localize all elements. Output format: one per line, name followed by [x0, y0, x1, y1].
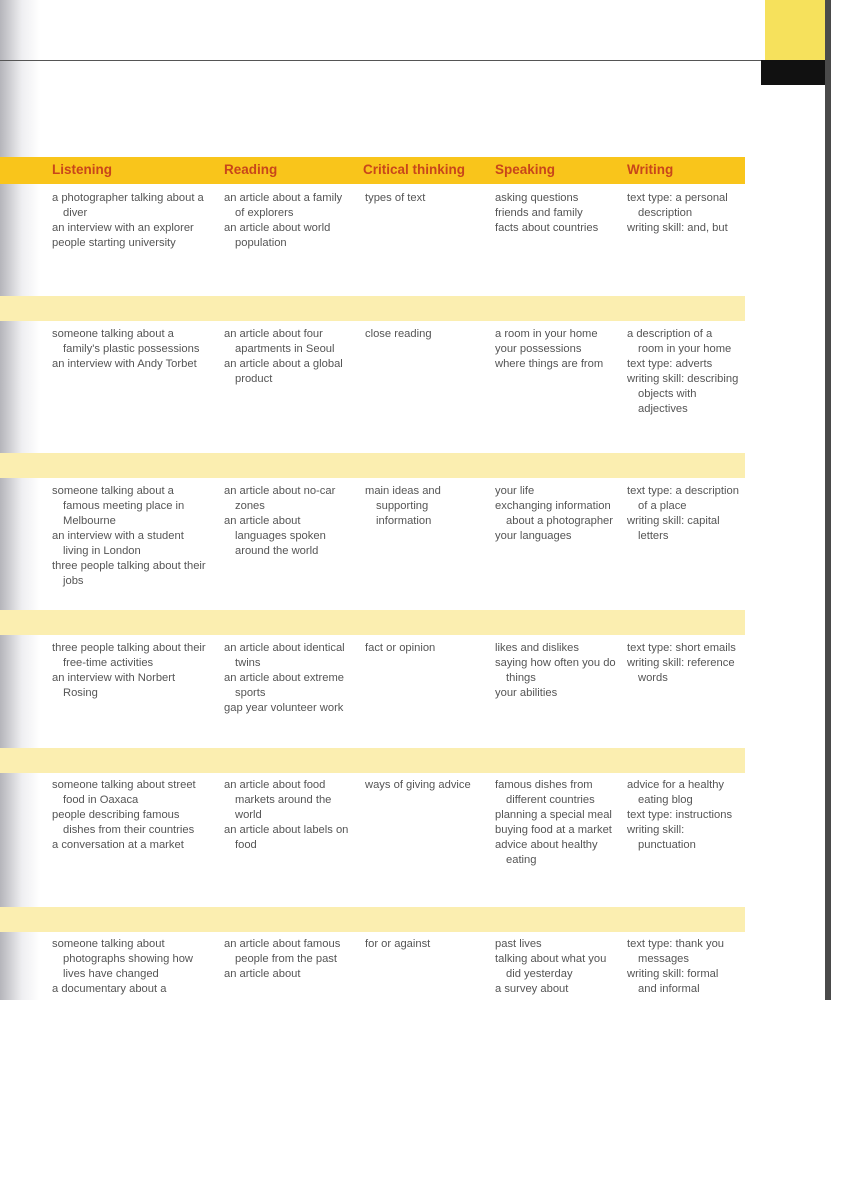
- list-item: writing skill: describing objects with adjectives: [627, 373, 739, 415]
- list-item: writing skill: punctuation: [627, 824, 696, 851]
- cell-reading-unit-1: [224, 191, 354, 251]
- cell-critical-unit-1: [365, 191, 485, 206]
- dark-edge-tab: [761, 60, 827, 85]
- list-item: an article about a global product: [224, 358, 343, 385]
- yellow-edge-tab: [765, 0, 827, 60]
- cell-writing-unit-2: [627, 327, 739, 417]
- list-item: talking about what you did yesterday: [495, 953, 607, 980]
- list-item: people describing famous dishes from their countries: [52, 809, 195, 836]
- list-item: a documentary about a: [52, 983, 167, 995]
- cell-writing-unit-6: [627, 937, 739, 997]
- header-speaking: Speaking: [495, 162, 556, 177]
- list-item: three people talking about their free-time activities: [52, 642, 206, 669]
- cell-listening-unit-6: [52, 937, 212, 997]
- list-item: an article about languages spoken around the world: [224, 515, 326, 557]
- list-item: an interview with Norbert Rosing: [52, 672, 176, 699]
- list-item: an article about identical twins: [224, 642, 345, 669]
- list-item: an article about a family of explorers: [224, 192, 343, 219]
- list-item: ways of giving advice: [365, 779, 471, 791]
- list-item: planning a special meal: [495, 809, 612, 821]
- cell-critical-unit-2: [365, 327, 485, 342]
- cell-critical-unit-5: [365, 778, 485, 793]
- unit-band-2: [0, 296, 745, 321]
- cell-reading-unit-4: [224, 641, 354, 716]
- list-item: advice for a healthy eating blog: [627, 779, 725, 806]
- header-reading: Reading: [224, 162, 278, 177]
- list-item: your abilities: [495, 687, 558, 699]
- list-item: close reading: [365, 328, 432, 340]
- list-item: an article about labels on food: [224, 824, 349, 851]
- list-item: an interview with a student living in London: [52, 530, 184, 557]
- cell-critical-unit-6: [365, 937, 485, 952]
- cell-listening-unit-3: [52, 484, 212, 589]
- list-item: likes and dislikes: [495, 642, 579, 654]
- cell-writing-unit-1: [627, 191, 739, 236]
- table-header-row: [0, 157, 745, 184]
- list-item: writing skill: and, but: [627, 222, 728, 234]
- list-item: writing skill: reference words: [627, 657, 735, 684]
- list-item: types of text: [365, 192, 426, 204]
- cell-reading-unit-5: [224, 778, 354, 853]
- unit-band-6: [0, 907, 745, 932]
- cell-speaking-unit-3: [495, 484, 619, 544]
- list-item: a survey about: [495, 983, 569, 995]
- page-top-rule: [0, 60, 827, 61]
- cell-reading-unit-6: [224, 937, 354, 982]
- cell-critical-unit-4: [365, 641, 485, 656]
- cell-speaking-unit-2: [495, 327, 619, 372]
- list-item: an article about food markets around the world: [224, 779, 332, 821]
- list-item: an article about: [224, 968, 301, 980]
- cell-listening-unit-5: [52, 778, 212, 853]
- list-item: a room in your home: [495, 328, 598, 340]
- list-item: facts about countries: [495, 222, 599, 234]
- list-item: famous dishes from different countries: [495, 779, 595, 806]
- header-listening: Listening: [52, 162, 112, 177]
- list-item: text type: instructions: [627, 809, 733, 821]
- list-item: buying food at a market: [495, 824, 612, 836]
- cell-speaking-unit-4: [495, 641, 619, 701]
- list-item: writing skill: formal and informal: [627, 968, 719, 995]
- list-item: your life: [495, 485, 535, 497]
- header-critical-thinking: Critical thinking: [363, 162, 466, 177]
- list-item: exchanging information about a photographer: [495, 500, 613, 527]
- list-item: where things are from: [495, 358, 604, 370]
- list-item: gap year volunteer work: [224, 702, 344, 714]
- cell-speaking-unit-6: [495, 937, 619, 997]
- list-item: someone talking about photographs showing how lives have changed: [52, 938, 193, 980]
- cell-speaking-unit-5: [495, 778, 619, 868]
- page-right-edge: [825, 0, 831, 1000]
- list-item: text type: thank you messages: [627, 938, 725, 965]
- cell-writing-unit-5: [627, 778, 739, 853]
- cell-listening-unit-2: [52, 327, 212, 372]
- list-item: text type: a personal description: [627, 192, 728, 219]
- unit-band-3: [0, 453, 745, 478]
- list-item: friends and family: [495, 207, 583, 219]
- list-item: writing skill: capital letters: [627, 515, 720, 542]
- cell-writing-unit-4: [627, 641, 739, 686]
- header-writing: Writing: [627, 162, 674, 177]
- list-item: text type: a description of a place: [627, 485, 739, 512]
- list-item: your languages: [495, 530, 572, 542]
- cell-reading-unit-2: [224, 327, 354, 387]
- list-item: advice about healthy eating: [495, 839, 598, 866]
- list-item: for or against: [365, 938, 431, 950]
- list-item: an article about four apartments in Seoul: [224, 328, 335, 355]
- list-item: text type: adverts: [627, 358, 713, 370]
- list-item: an article about no-car zones: [224, 485, 336, 512]
- cell-writing-unit-3: [627, 484, 739, 544]
- list-item: an interview with Andy Torbet: [52, 358, 197, 370]
- list-item: people starting university: [52, 237, 176, 249]
- unit-band-4: [0, 610, 745, 635]
- unit-band-5: [0, 748, 745, 773]
- list-item: asking questions: [495, 192, 579, 204]
- list-item: someone talking about a famous meeting place in Melbourne: [52, 485, 185, 527]
- cell-listening-unit-4: [52, 641, 212, 701]
- list-item: main ideas and supporting information: [365, 485, 441, 527]
- list-item: a conversation at a market: [52, 839, 184, 851]
- list-item: past lives: [495, 938, 542, 950]
- list-item: saying how often you do things: [495, 657, 616, 684]
- list-item: an article about world population: [224, 222, 331, 249]
- list-item: a description of a room in your home: [627, 328, 732, 355]
- list-item: fact or opinion: [365, 642, 436, 654]
- cell-reading-unit-3: [224, 484, 354, 559]
- list-item: someone talking about a family's plastic possessions: [52, 328, 200, 355]
- list-item: text type: short emails: [627, 642, 736, 654]
- cell-critical-unit-3: [365, 484, 485, 529]
- list-item: a photographer talking about a diver: [52, 192, 204, 219]
- list-item: your possessions: [495, 343, 582, 355]
- list-item: three people talking about their jobs: [52, 560, 206, 587]
- contents-table: [0, 157, 745, 1000]
- list-item: an article about famous people from the past: [224, 938, 341, 965]
- list-item: an article about extreme sports: [224, 672, 345, 699]
- cell-listening-unit-1: [52, 191, 212, 251]
- list-item: someone talking about street food in Oaxaca: [52, 779, 196, 806]
- list-item: an interview with an explorer: [52, 222, 194, 234]
- cell-speaking-unit-1: [495, 191, 619, 236]
